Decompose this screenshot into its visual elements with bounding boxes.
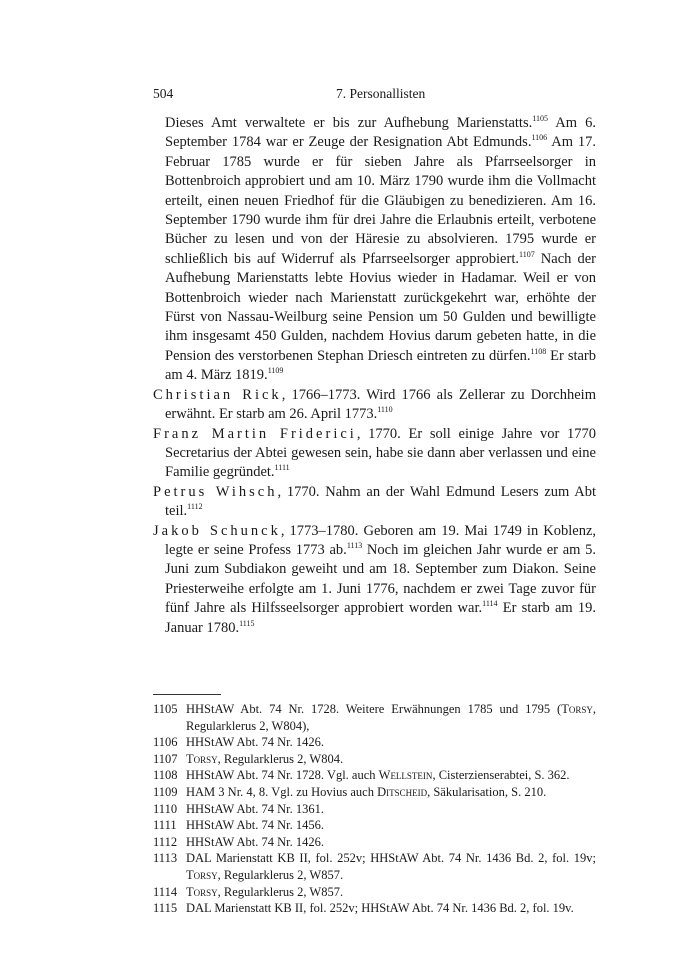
footnote-marker: 1111 [274, 463, 290, 473]
text-run: HHStAW Abt. 74 Nr. 1426. [186, 735, 325, 750]
footnote-number: 1115 [153, 901, 178, 916]
footnotes [153, 701, 596, 917]
footnote [153, 784, 596, 801]
footnote [153, 884, 596, 901]
footnote-marker: 1107 [518, 249, 535, 259]
footnote-marker: 1105 [532, 114, 548, 123]
footnote [153, 751, 596, 768]
main-text [153, 114, 596, 638]
text-run: Noch im gleichen Jahr wurde er am 5. Juni zum Subdiakon geweiht und am 18. September zum Diakon. Seine Priesterweihe erfolgte am 1. Juni 1776, nachdem er zwei Tage zuvor für fünf Jahre als Hilfsseelsorger approbiert worden war. [165, 541, 596, 617]
text-run: Dieses Amt verwaltete er bis zur Aufhebung Marienstatts. [165, 115, 533, 131]
continued-paragraph [153, 114, 596, 386]
footnote-number: 1106 [153, 735, 178, 750]
footnote [153, 701, 596, 734]
text-run: DAL Marienstatt KB II, fol. 252v; HHStAW Abt. 74 Nr. 1436 Bd. 2, fol. 19v. [186, 901, 574, 916]
document-page [153, 86, 596, 917]
footnote-marker: 1110 [377, 405, 393, 415]
text-run: HHStAW Abt. 74 Nr. 1426. [186, 834, 325, 849]
text-run: Er starb am 4. März 1819. [165, 347, 597, 384]
footnote-marker: 1106 [531, 133, 548, 143]
text-run: Am 6. September 1784 war er Zeuge der Resignation Abt Edmunds. [165, 115, 596, 151]
person-name: Franz Martin Friderici [153, 425, 357, 442]
text-run: , Cisterzienserabtei, S. 362. [432, 768, 570, 783]
text-run: , Regularklerus 2, W804), [186, 701, 596, 733]
footnote-text [186, 884, 596, 901]
author-name: Torsy [186, 867, 218, 882]
text-run: HAM 3 Nr. 4, 8. Vgl. zu Hovius auch [186, 784, 378, 799]
footnote-number: 1105 [153, 701, 178, 716]
author-name: Torsy [186, 751, 218, 766]
footnote-number: 1112 [153, 834, 178, 849]
person-name: Jakob Schunck [153, 522, 281, 539]
page-number: 504 [153, 86, 174, 101]
text-run: , Regularklerus 2, W804. [217, 751, 344, 766]
text-run: , Regularklerus 2, W857. [217, 867, 344, 882]
person-entry [153, 522, 596, 638]
text-run: HHStAW Abt. 74 Nr. 1728. Weitere Erwähnungen 1785 und 1795 ( [186, 701, 562, 716]
text-run: Nach der Aufhebung Marienstatts lebte Hovius wieder in Hadamar. Weil er von Bottenbroich wieder nach Marienstatt zurückgekehrt war, erhöhte der Fürst von Nassau-Weilburg seine Pension um 50 Gulden und bewilligte ihm insgesamt 450 Gulden, nachdem Hovius darum gebeten hatte, in die Pension des verstorbenen Stephan Driesch eintreten zu dürfen. [165, 250, 596, 364]
text-run: , Regularklerus 2, W857. [217, 884, 344, 899]
text-run: , 1773–1780. Geboren am 19. Mai 1749 in Koblenz, legte er seine Profess 1773 ab. [165, 522, 597, 558]
footnote-number: 1113 [153, 851, 178, 866]
footnote-marker: 1112 [187, 502, 203, 512]
text-run: Er starb am 19. Januar 1780. [165, 600, 596, 636]
text-run: HHStAW Abt. 74 Nr. 1456. [186, 818, 325, 833]
footnote [153, 834, 596, 851]
footnote-marker: 1115 [239, 618, 255, 628]
running-title: 7. Personallisten [336, 86, 426, 101]
footnote-text [186, 817, 596, 834]
footnote [153, 734, 596, 751]
text-run: , Säkularisation, S. 210. [427, 784, 547, 799]
person-entry [153, 386, 596, 425]
footnote-text [186, 751, 596, 768]
author-name: Wellstein [378, 768, 433, 783]
footnote [153, 850, 596, 883]
text-run: , 1766–1773. Wird 1766 als Zellerar zu Dorchheim erwähnt. Er starb am 26. April 1773. [165, 386, 596, 423]
footnote-text [186, 734, 596, 751]
footnote [153, 900, 596, 917]
text-run: HHStAW Abt. 74 Nr. 1361. [186, 801, 325, 816]
footnote-number: 1109 [153, 784, 178, 799]
footnote-text [186, 834, 596, 851]
footnote-text [186, 801, 596, 818]
text-run: HHStAW Abt. 74 Nr. 1728. Vgl. auch [186, 768, 379, 783]
footnote-text [186, 784, 596, 801]
text-run: , 1770. Er soll einige Jahre vor 1770 Secretarius der Abtei gewesen sein, habe sie dann aber verlassen und eine Familie gegründet. [165, 425, 596, 481]
footnote-number: 1114 [153, 884, 178, 899]
author-name: Torsy [561, 701, 593, 716]
footnote-marker: 1108 [530, 346, 547, 356]
person-entries [153, 386, 596, 638]
footnote-text [186, 900, 596, 917]
footnote-marker: 1109 [267, 366, 284, 376]
person-entry [153, 483, 596, 522]
person-entry [153, 425, 596, 483]
footnote-rule [153, 694, 221, 695]
footnote-text [186, 701, 596, 734]
author-name: Torsy [186, 884, 218, 899]
footnote-marker: 1113 [346, 540, 363, 550]
text-run: , 1770. Nahm an der Wahl Edmund Lesers zum Abt teil. [165, 483, 597, 520]
footnote-number: 1110 [153, 801, 178, 816]
footnote-number: 1108 [153, 768, 178, 783]
page-header [153, 86, 596, 106]
text-run: Am 17. Februar 1785 wurde er für sieben Jahre als Pfarrseelsorger in Bottenbroich approbiert und am 10. März 1790 wurde ihm die Vollmacht erteilt, einen neuen Friedhof für die Gläubigen zu benedizieren. Am 16. September 1790 wurde ihm für drei Jahre die Erlaubnis erteilt, verbotene Bücher zu lesen und von der Häresie zu absolvieren. 1795 wurde er schließlich bis auf Widerruf als Pfarrseelsorger approbiert. [165, 134, 596, 267]
footnote-text [186, 850, 596, 883]
person-name: Petrus Wihsch [153, 483, 278, 500]
footnote-number: 1107 [153, 751, 178, 766]
text-run: DAL Marienstatt KB II, fol. 252v; HHStAW Abt. 74 Nr. 1436 Bd. 2, fol. 19v; [186, 851, 596, 866]
footnote-number: 1111 [153, 818, 177, 833]
footnote-text [186, 767, 596, 784]
footnote-marker: 1114 [482, 599, 498, 609]
person-name: Christian Rick [153, 386, 282, 403]
author-name: Ditscheid [377, 784, 428, 799]
footnote [153, 817, 596, 834]
footnote [153, 767, 596, 784]
footnote [153, 801, 596, 818]
